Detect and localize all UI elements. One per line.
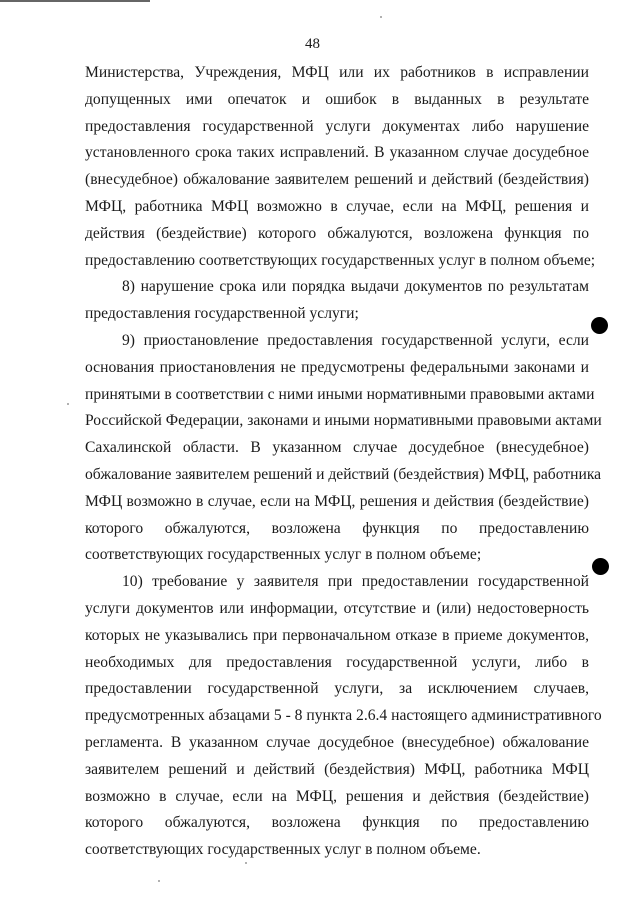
text-line: 8) нарушение срока или порядка выдачи документов по результатам xyxy=(122,278,589,296)
page-number: 48 xyxy=(305,36,320,52)
text-line: возможно в случае, если на МФЦ, решения и действия (бездействие) xyxy=(85,787,589,805)
text-line: предоставлению соответствующих государственных услуг в полном объеме; xyxy=(85,251,596,269)
text-line: основания приостановления не предусмотрены федеральными законами и xyxy=(85,358,589,376)
scan-speck xyxy=(67,403,69,405)
text-line: 9) приостановление предоставления государственной услуги, если xyxy=(122,331,589,349)
text-line: предоставления государственной услуги документах либо нарушение xyxy=(85,117,589,135)
text-line: принятыми в соответствии с ними иными нормативными правовыми актами xyxy=(85,385,595,403)
text-line: 10) требование у заявителя при предоставлении государственной xyxy=(122,573,589,591)
scan-speck xyxy=(380,16,382,18)
paragraph xyxy=(85,274,589,328)
paragraph xyxy=(85,569,602,864)
scan-speck xyxy=(245,862,247,864)
text-line: (внесудебное) обжалование заявителем решений и действий (бездействия) xyxy=(85,171,589,189)
text-line: Сахалинской области. В указанном случае досудебное (внесудебное) xyxy=(85,439,589,457)
text-line: Российской Федерации, законами и иными нормативными правовыми актами xyxy=(85,412,602,430)
paragraph xyxy=(85,328,602,569)
text-line: которого обжалуются, возложена функция по предоставлению xyxy=(85,814,589,832)
text-line: МФЦ, работника МФЦ возможно в случае, если на МФЦ, решения и xyxy=(85,197,589,215)
text-line: которых не указывались при первоначальном отказе в приеме документов, xyxy=(85,626,589,644)
scan-edge-line xyxy=(0,0,150,2)
text-line: соответствующих государственных услуг в полном объеме; xyxy=(85,546,482,564)
text-line: которого обжалуются, возложена функция по предоставлению xyxy=(85,519,589,537)
text-line: установленного срока таких исправлений. В указанном случае досудебное xyxy=(85,144,589,162)
text-line: заявителем решений и действий (бездействия) МФЦ, работника МФЦ xyxy=(85,760,589,778)
text-line: предоставления государственной услуги; xyxy=(85,305,359,323)
text-line: действия (бездействие) которого обжалуются, возложена функция по xyxy=(85,224,589,242)
paragraph xyxy=(85,60,596,274)
text-line: предусмотренных абзацами 5 - 8 пункта 2.6.4 настоящего административного xyxy=(85,707,602,725)
text-line: допущенных ими опечаток и ошибок в выданных в результате xyxy=(85,90,589,108)
punch-hole-mark xyxy=(591,317,608,334)
text-line: регламента. В указанном случае досудебное (внесудебное) обжалование xyxy=(85,733,589,751)
punch-hole-mark xyxy=(592,558,609,575)
text-line: услуги документов или информации, отсутствие и (или) недостоверность xyxy=(85,599,589,617)
document-body xyxy=(85,60,602,864)
text-line: Министерства, Учреждения, МФЦ или их работников в исправлении xyxy=(85,64,589,81)
text-line: обжалование заявителем решений и действий (бездействия) МФЦ, работника xyxy=(85,465,602,483)
text-line: предоставлении государственной услуги, за исключением случаев, xyxy=(85,680,589,698)
scan-speck xyxy=(158,880,160,882)
text-line: необходимых для предоставления государственной услуги, либо в xyxy=(85,653,589,671)
text-line: МФЦ возможно в случае, если на МФЦ, решения и действия (бездействие) xyxy=(85,492,589,510)
text-line: соответствующих государственных услуг в полном объеме. xyxy=(85,841,481,859)
